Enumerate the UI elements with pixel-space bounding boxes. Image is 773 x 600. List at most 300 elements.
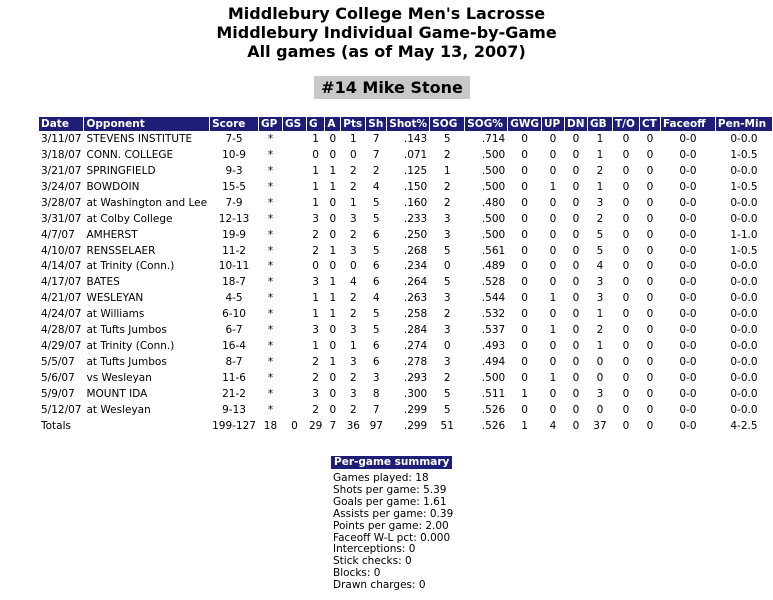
table-cell: 5/9/07	[41, 387, 75, 400]
table-cell: .544	[481, 292, 506, 305]
table-cell: 1	[596, 308, 604, 321]
table-cell: 0	[646, 292, 654, 305]
table-cell	[84, 418, 209, 434]
table-cell: 3	[443, 228, 451, 241]
table-cell	[283, 259, 306, 275]
table-cell: 6	[372, 276, 380, 289]
table-cell: 0-0.0	[730, 292, 758, 305]
summary-line: Interceptions: 0	[333, 543, 416, 556]
table-cell: 3	[372, 372, 380, 385]
table-cell: 10-11	[218, 260, 250, 273]
table-cell: 0	[572, 212, 580, 225]
column-header: Shot%	[387, 117, 429, 131]
table-cell: 4	[349, 276, 357, 289]
table-row	[39, 322, 772, 338]
table-cell: 0-0.0	[730, 260, 758, 273]
table-cell: 0-0.0	[730, 276, 758, 289]
table-cell: 1	[521, 419, 528, 432]
table-cell: .299	[403, 419, 428, 432]
table-cell: 9-3	[225, 164, 243, 177]
table-row	[39, 354, 772, 370]
table-cell: 6	[372, 356, 380, 369]
table-cell: 3	[596, 276, 604, 289]
table-cell: 0	[646, 340, 654, 353]
table-cell: 0	[312, 260, 319, 273]
table-cell: 3/28/07	[41, 196, 82, 209]
table-cell: 7	[329, 419, 337, 432]
table-cell: 6	[372, 260, 380, 273]
table-cell: *	[267, 164, 274, 177]
table-cell: 5	[372, 196, 380, 209]
table-row	[39, 386, 772, 402]
table-cell: .160	[403, 196, 428, 209]
column-header: GB	[588, 117, 612, 131]
table-cell: .500	[481, 212, 506, 225]
table-cell: 6	[372, 228, 380, 241]
table-cell: 5	[443, 244, 451, 257]
player-name: #14 Mike Stone	[314, 76, 470, 99]
table-cell: 0	[312, 148, 319, 161]
totals-row	[39, 418, 772, 434]
table-cell: 7	[372, 148, 380, 161]
table-cell: 0	[572, 132, 580, 145]
table-cell: 5	[372, 308, 380, 321]
report-header	[0, 0, 773, 61]
table-cell: 0	[572, 387, 580, 400]
table-cell: *	[267, 260, 274, 273]
table-cell: 0	[572, 180, 580, 193]
table-cell: 0-0.0	[730, 340, 758, 353]
table-cell: 0	[521, 148, 528, 161]
table-cell: 2	[596, 164, 604, 177]
table-cell: 0	[646, 419, 654, 432]
table-cell: .500	[481, 164, 506, 177]
table-cell	[283, 338, 306, 354]
table-cell: .071	[403, 148, 428, 161]
table-cell: 3/31/07	[41, 212, 82, 225]
table-cell: 1	[549, 292, 557, 305]
table-cell: 1	[549, 324, 557, 337]
table-cell: 4-5	[225, 292, 243, 305]
table-cell: 0	[646, 196, 654, 209]
table-cell: STEVENS INSTITUTE	[86, 132, 193, 145]
table-cell: 0	[622, 244, 630, 257]
table-cell: 0	[549, 387, 557, 400]
table-cell	[283, 386, 306, 402]
table-cell: 1	[329, 164, 337, 177]
table-cell: 0	[572, 228, 580, 241]
table-cell	[283, 306, 306, 322]
game-by-game-table	[38, 117, 773, 434]
table-cell: .511	[481, 387, 506, 400]
table-cell: 4/24/07	[41, 308, 82, 321]
table-cell: 1	[596, 148, 604, 161]
table-cell: 2	[349, 228, 357, 241]
table-header-row	[39, 117, 772, 131]
table-cell: 3	[349, 212, 357, 225]
table-cell: .532	[481, 308, 506, 321]
table-cell: 0	[521, 340, 528, 353]
table-cell: 5	[443, 132, 451, 145]
table-cell: 0-0.0	[730, 387, 758, 400]
table-cell: 10-9	[222, 148, 246, 161]
table-cell: 0	[622, 260, 630, 273]
table-cell: 12-13	[218, 212, 250, 225]
table-cell: *	[267, 387, 274, 400]
column-header: Faceoff	[661, 117, 715, 131]
table-cell: *	[267, 148, 274, 161]
table-cell: 0-0.0	[730, 372, 758, 385]
table-cell: 0-0.0	[730, 212, 758, 225]
table-cell: .561	[481, 244, 506, 257]
table-cell: 0	[646, 356, 654, 369]
table-cell: 2	[312, 356, 319, 369]
table-cell: 7-5	[225, 132, 243, 145]
table-cell: 0	[329, 132, 337, 145]
table-cell: 2	[349, 308, 357, 321]
column-header: DN	[565, 117, 587, 131]
table-cell: *	[267, 132, 274, 145]
table-cell: 1	[312, 180, 319, 193]
table-cell: 0	[622, 340, 630, 353]
table-cell: 5	[443, 403, 451, 416]
table-cell: 0	[572, 196, 580, 209]
table-cell	[283, 274, 306, 290]
table-row	[39, 338, 772, 354]
table-cell	[283, 243, 306, 259]
column-header: CT	[640, 117, 660, 131]
table-cell: 1	[549, 180, 557, 193]
column-header: T/O	[613, 117, 639, 131]
table-cell: 0	[572, 148, 580, 161]
table-cell: 5/6/07	[41, 372, 75, 385]
table-cell: 7-9	[225, 196, 243, 209]
table-cell: 0	[646, 260, 654, 273]
table-cell: 0	[549, 308, 557, 321]
table-cell: 0	[329, 228, 337, 241]
table-cell: 0	[549, 164, 557, 177]
table-cell: 6	[372, 340, 380, 353]
table-cell: *	[267, 372, 274, 385]
table-cell: 1	[312, 196, 319, 209]
table-cell: 29	[308, 419, 323, 432]
table-cell: *	[267, 403, 274, 416]
table-cell: 2	[443, 180, 451, 193]
table-cell: *	[267, 308, 274, 321]
table-cell: 4/10/07	[41, 244, 82, 257]
table-cell: 1-0.5	[730, 148, 758, 161]
table-cell: 3	[349, 324, 357, 337]
table-row	[39, 163, 772, 179]
table-cell: 3/18/07	[41, 148, 82, 161]
table-cell: .714	[481, 132, 506, 145]
table-cell: .125	[403, 164, 428, 177]
table-row	[39, 306, 772, 322]
table-cell: 199-127	[212, 419, 256, 432]
table-cell: .293	[403, 372, 428, 385]
table-cell: 0-0.0	[730, 308, 758, 321]
table-cell: 1	[329, 180, 337, 193]
table-cell: RENSSELAER	[86, 244, 156, 257]
table-cell: .526	[481, 403, 506, 416]
table-cell: 3	[312, 212, 319, 225]
table-cell: 0-0	[679, 164, 697, 177]
table-cell: 1	[329, 308, 337, 321]
table-cell: 2	[349, 164, 357, 177]
table-row	[39, 131, 772, 147]
table-cell: at Trinity (Conn.)	[86, 340, 175, 353]
table-cell: 3	[443, 212, 451, 225]
table-cell: 1	[312, 340, 319, 353]
table-cell: *	[267, 228, 274, 241]
table-cell: WESLEYAN	[86, 292, 144, 305]
table-cell: 0	[329, 196, 337, 209]
table-cell: 0	[329, 403, 337, 416]
table-cell: 0	[622, 276, 630, 289]
table-cell: *	[267, 196, 274, 209]
table-cell: 2	[312, 403, 319, 416]
table-cell	[283, 402, 306, 418]
table-cell: MOUNT IDA	[86, 387, 148, 400]
table-cell: 0	[329, 148, 337, 161]
table-cell: 0	[572, 419, 580, 432]
table-cell: 0	[521, 276, 528, 289]
table-cell: 4/29/07	[41, 340, 82, 353]
table-cell: 51	[440, 419, 454, 432]
table-cell: 2	[443, 148, 451, 161]
table-cell: 1	[596, 180, 604, 193]
column-header: SOG	[430, 117, 464, 131]
table-cell: vs Wesleyan	[86, 372, 152, 385]
table-cell: 0	[329, 372, 337, 385]
table-cell: 0	[549, 148, 557, 161]
table-cell: 0	[622, 387, 630, 400]
table-cell: 15-5	[222, 180, 246, 193]
table-cell: 3	[312, 387, 319, 400]
table-row	[39, 259, 772, 275]
table-cell: 0	[443, 260, 451, 273]
table-cell: 1	[329, 276, 337, 289]
table-cell: 0	[291, 419, 298, 432]
table-cell: 0	[622, 132, 630, 145]
table-cell: 4	[596, 260, 604, 273]
table-cell: 0-0	[679, 228, 697, 241]
table-cell: 8	[372, 387, 380, 400]
table-cell: .264	[403, 276, 428, 289]
summary-line: Games played: 18	[333, 472, 429, 484]
table-cell: 3	[443, 356, 451, 369]
table-cell: *	[267, 180, 274, 193]
table-cell: 0	[521, 308, 528, 321]
table-cell: 0	[329, 340, 337, 353]
column-header: G	[307, 117, 324, 131]
table-cell: 0	[622, 148, 630, 161]
table-cell: 2	[349, 180, 357, 193]
table-cell: 0-0	[679, 324, 697, 337]
table-cell: 0-0	[679, 340, 697, 353]
table-cell: 2	[596, 212, 604, 225]
table-cell: 2	[349, 403, 357, 416]
table-cell: .493	[481, 340, 506, 353]
table-cell: 0	[646, 324, 654, 337]
report-subtitle: All games (as of May 13, 2007)	[247, 42, 526, 61]
table-cell: 5	[443, 276, 451, 289]
table-cell: 0-0	[679, 372, 697, 385]
summary-line: Faceoff W-L pct: 0.000	[333, 531, 451, 544]
table-cell	[283, 163, 306, 179]
table-cell: 5	[372, 324, 380, 337]
table-cell: 0	[622, 212, 630, 225]
table-cell: 4/14/07	[41, 260, 82, 273]
table-cell: 0	[622, 372, 630, 385]
table-cell: 0	[549, 403, 557, 416]
table-cell: .537	[481, 324, 506, 337]
summary-line: Points per game: 2.00	[333, 519, 449, 532]
table-cell: 2	[596, 324, 604, 337]
table-cell	[283, 131, 306, 147]
table-cell: 0	[572, 276, 580, 289]
table-cell: 0	[572, 356, 580, 369]
table-cell: 6-10	[222, 308, 246, 321]
table-cell: 0-0	[679, 244, 697, 257]
table-row	[39, 290, 772, 306]
table-cell: 5	[443, 387, 451, 400]
table-cell: 0	[646, 164, 654, 177]
table-cell: 0-0	[679, 419, 697, 432]
table-cell: 0	[646, 228, 654, 241]
table-cell: 1	[596, 132, 604, 145]
table-cell: 0	[521, 324, 528, 337]
table-cell: 0	[646, 276, 654, 289]
table-cell: 5	[372, 244, 380, 257]
table-cell	[283, 227, 306, 243]
table-cell: at Williams	[86, 308, 145, 321]
table-cell: 2	[443, 372, 451, 385]
table-cell: *	[267, 356, 274, 369]
table-cell: 0	[622, 308, 630, 321]
summary-line: Shots per game: 5.39	[333, 483, 447, 496]
table-cell: 0-0	[679, 260, 697, 273]
column-header: Opponent	[84, 117, 209, 131]
table-cell: 7	[372, 403, 380, 416]
table-cell: 1	[312, 308, 319, 321]
table-cell: at Colby College	[86, 212, 173, 225]
table-cell: 0	[572, 403, 580, 416]
table-cell: at Wesleyan	[86, 403, 151, 416]
table-cell: 0	[521, 292, 528, 305]
table-cell: 1	[329, 356, 337, 369]
table-cell: 1-0.5	[730, 180, 758, 193]
table-cell: .234	[403, 260, 428, 273]
table-cell: 1-1.0	[730, 228, 758, 241]
table-cell: .268	[403, 244, 428, 257]
table-cell: 0-0	[679, 356, 697, 369]
team-title: Middlebury College Men's Lacrosse	[227, 4, 546, 23]
table-cell: 0	[329, 212, 337, 225]
table-cell: *	[267, 292, 274, 305]
table-cell: 0	[572, 244, 580, 257]
table-cell: 1	[349, 196, 357, 209]
table-cell: .528	[481, 276, 506, 289]
table-cell: 0	[572, 260, 580, 273]
table-cell: at Tufts Jumbos	[86, 324, 167, 337]
table-cell: CONN. COLLEGE	[86, 148, 174, 161]
table-cell: 97	[369, 419, 383, 432]
table-cell: 3/11/07	[41, 132, 82, 145]
table-cell: 4/28/07	[41, 324, 82, 337]
summary-line: Stick checks: 0	[333, 555, 412, 568]
table-cell: 0	[549, 356, 557, 369]
table-cell: 0	[622, 180, 630, 193]
table-cell: 1	[521, 387, 528, 400]
table-cell: 1	[443, 164, 451, 177]
column-header: GP	[259, 117, 282, 131]
table-body	[39, 131, 772, 434]
table-cell: 3	[443, 324, 451, 337]
column-header: Score	[210, 117, 258, 131]
table-cell: 4/21/07	[41, 292, 82, 305]
table-cell: 0	[349, 148, 357, 161]
table-cell: 0	[646, 180, 654, 193]
table-cell: 3/21/07	[41, 164, 82, 177]
summary-line: Blocks: 0	[333, 567, 381, 580]
table-cell: 0	[521, 180, 528, 193]
table-cell: 0	[521, 212, 528, 225]
table-cell: 36	[346, 419, 360, 432]
table-cell: 3	[349, 244, 357, 257]
table-cell: 0-0	[679, 212, 697, 225]
table-cell: 0	[549, 260, 557, 273]
table-cell: 4/7/07	[41, 228, 75, 241]
summary-line: Assists per game: 0.39	[333, 507, 454, 520]
table-cell: 3/24/07	[41, 180, 82, 193]
table-cell: 0-0.0	[730, 403, 758, 416]
table-cell: 1	[312, 292, 319, 305]
column-header: Sh	[366, 117, 386, 131]
table-cell: 0	[572, 372, 580, 385]
table-cell: 0	[646, 372, 654, 385]
table-cell: 4	[549, 419, 557, 432]
table-cell: 1	[349, 132, 357, 145]
table-cell: .500	[481, 372, 506, 385]
table-cell: 0	[622, 292, 630, 305]
table-cell: AMHERST	[86, 228, 138, 241]
table-cell: 0	[646, 387, 654, 400]
table-cell: 18	[263, 419, 278, 432]
column-header: UP	[542, 117, 564, 131]
table-cell: 0	[521, 356, 528, 369]
table-cell: 0	[572, 324, 580, 337]
table-cell: .250	[403, 228, 428, 241]
table-row	[39, 195, 772, 211]
table-cell: *	[267, 212, 274, 225]
summary-title: Per-game summary	[331, 456, 452, 469]
table-cell: 4	[372, 180, 380, 193]
table-cell: 0	[549, 228, 557, 241]
table-cell: 0	[549, 196, 557, 209]
table-cell: BOWDOIN	[86, 180, 140, 193]
table-cell: 5/5/07	[41, 356, 75, 369]
table-row	[39, 370, 772, 386]
report-title: Middlebury Individual Game-by-Game	[216, 23, 557, 42]
table-cell	[283, 211, 306, 227]
table-cell: 0	[646, 148, 654, 161]
table-cell	[283, 290, 306, 306]
table-cell: 18-7	[222, 276, 246, 289]
table-cell: 5/12/07	[41, 403, 82, 416]
table-cell: 0-0	[679, 403, 697, 416]
table-cell: 0	[622, 324, 630, 337]
